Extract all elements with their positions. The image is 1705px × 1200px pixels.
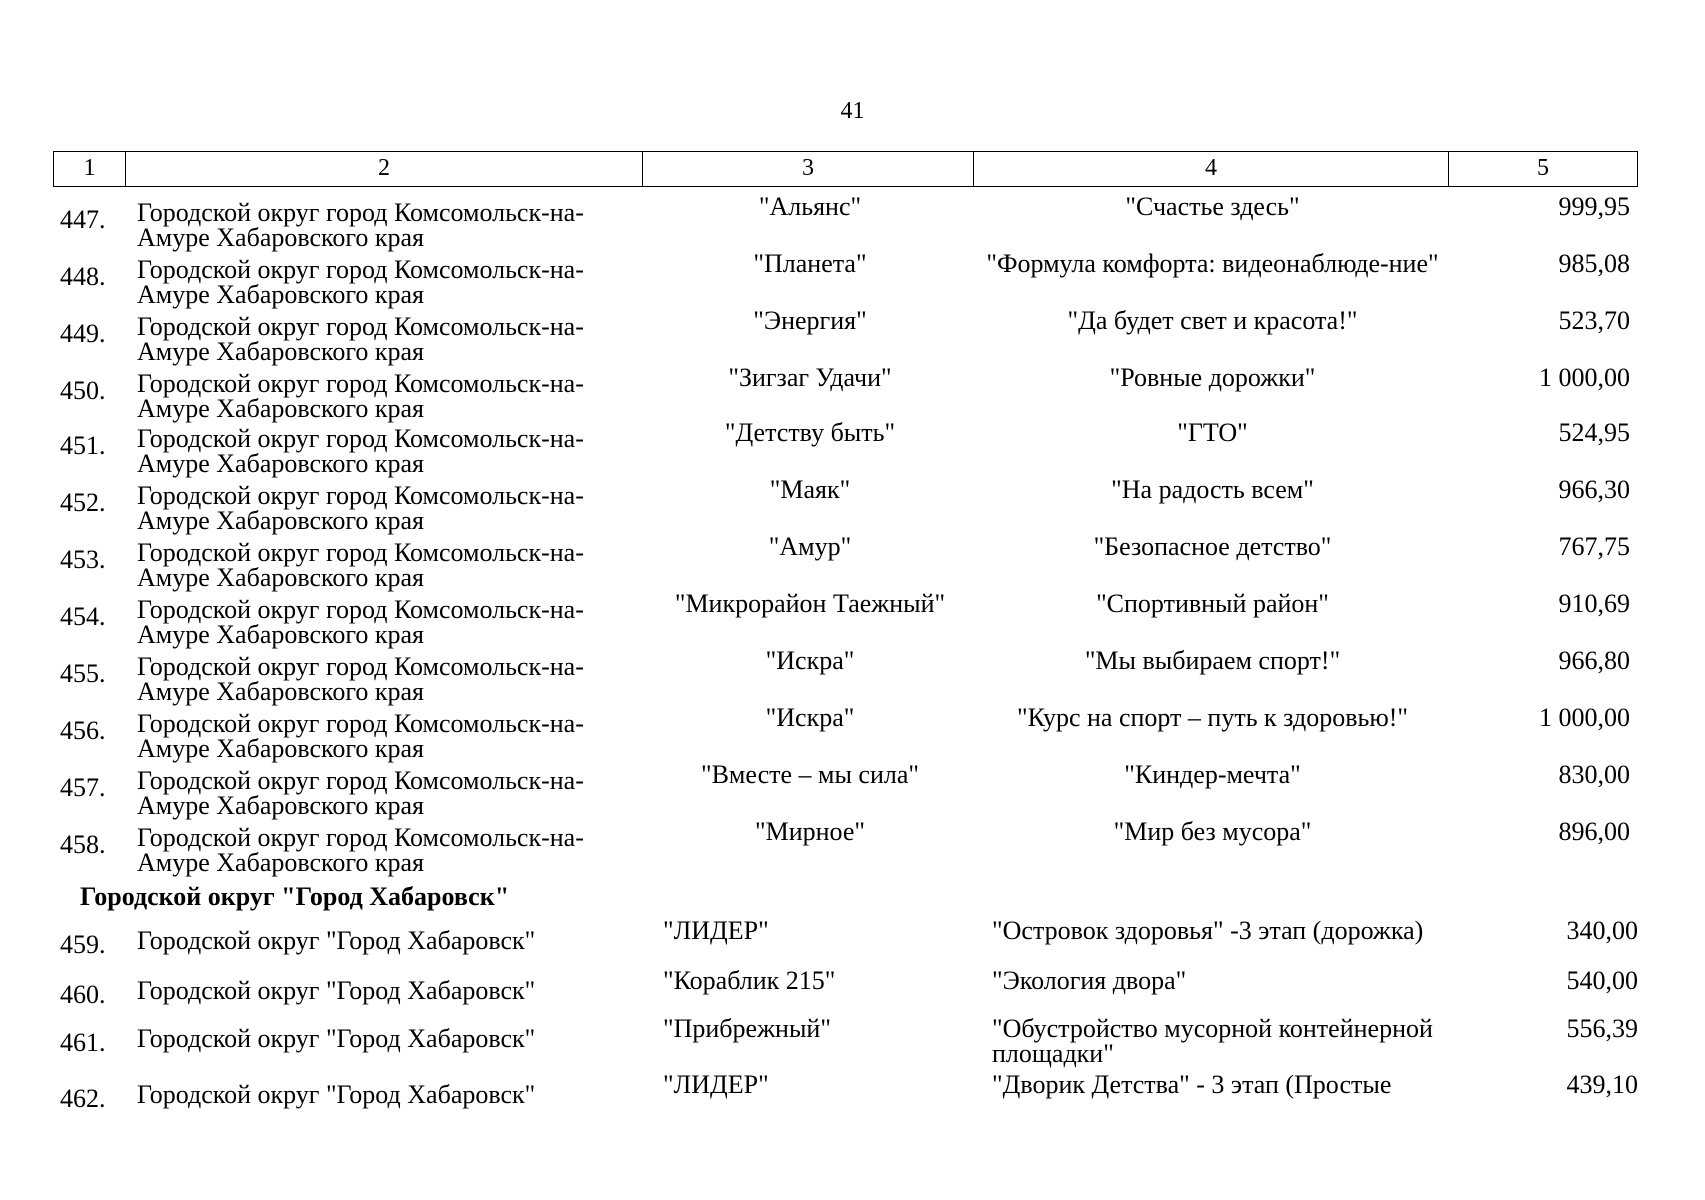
municipality-name: Городской округ город Комсомольск-на- Амуре Хабаровского края: [137, 255, 584, 309]
project-name: "ГТО": [1177, 418, 1248, 447]
tos-name: "Вместе – мы сила": [700, 760, 920, 789]
amount: 999,95: [1558, 192, 1630, 221]
row-number: 457.: [60, 773, 106, 802]
amount: 1 000,00: [1539, 703, 1630, 732]
tos-name: "Планета": [753, 249, 867, 278]
header-col-4: 4: [974, 152, 1449, 186]
municipality-name: Городской округ город Комсомольск-на- Амуре Хабаровского края: [137, 198, 584, 252]
project-name: "На радость всем": [1111, 475, 1314, 504]
tos-name: "ЛИДЕР": [663, 1070, 769, 1099]
municipality-name: Городской округ "Город Хабаровск": [137, 1080, 536, 1109]
row-number: 450.: [60, 376, 106, 405]
project-name: "Курс на спорт – путь к здоровью!": [1016, 703, 1409, 732]
tos-name: "Альянс": [758, 192, 862, 221]
project-name: "Ровные дорожки": [1109, 363, 1316, 392]
municipality-name: Городской округ город Комсомольск-на- Амуре Хабаровского края: [137, 823, 584, 877]
project-name: "Обустройство мусорной контейнерной площадки": [992, 1014, 1433, 1068]
tos-name: "Детству быть": [724, 418, 896, 447]
tos-name: "Искра": [765, 703, 855, 732]
row-number: 459.: [60, 930, 106, 959]
amount: 524,95: [1558, 418, 1630, 447]
amount: 896,00: [1558, 817, 1630, 846]
project-name: "Мир без мусора": [1113, 817, 1312, 846]
project-name: "Экология двора": [992, 966, 1187, 995]
header-col-5: 5: [1537, 155, 1549, 181]
project-name: "Безопасное детство": [1093, 532, 1332, 561]
tos-name: "Мирное": [754, 817, 866, 846]
row-number: 448.: [60, 262, 106, 291]
municipality-name: Городской округ город Комсомольск-на- Амуре Хабаровского края: [137, 766, 584, 820]
project-name: "Островок здоровья" -3 этап (дорожка): [992, 916, 1424, 945]
row-number: 456.: [60, 716, 106, 745]
header-col-3: 3: [643, 152, 974, 186]
tos-name: "Прибрежный": [663, 1014, 831, 1043]
amount: 540,00: [1566, 966, 1638, 995]
project-name: "Киндер-мечта": [1124, 760, 1301, 789]
amount: 340,00: [1566, 916, 1638, 945]
row-number: 461.: [60, 1028, 106, 1057]
amount: 523,70: [1558, 306, 1630, 335]
row-number: 449.: [60, 319, 106, 348]
tos-name: "Зигзаг Удачи": [728, 363, 892, 392]
municipality-name: Городской округ город Комсомольск-на- Амуре Хабаровского края: [137, 312, 584, 366]
tos-name: "Микрорайон Таежный": [674, 589, 946, 618]
amount: 830,00: [1558, 760, 1630, 789]
tos-name: "Амур": [768, 532, 852, 561]
project-name: "Формула комфорта: видеонаблюде-ние": [986, 249, 1439, 278]
row-number: 454.: [60, 602, 106, 631]
amount: 910,69: [1558, 589, 1630, 618]
municipality-name: Городской округ город Комсомольск-на- Амуре Хабаровского края: [137, 481, 584, 535]
amount: 439,10: [1566, 1070, 1638, 1099]
tos-name: "Энергия": [753, 306, 867, 335]
project-name: "Дворик Детства" - 3 этап (Простые: [992, 1070, 1392, 1099]
header-col-1: 1: [54, 152, 126, 186]
table-header: [53, 151, 1638, 187]
page-number: 41: [840, 98, 865, 124]
tos-name: "Маяк": [769, 475, 851, 504]
row-number: 452.: [60, 488, 106, 517]
project-name: "Спортивный район": [1096, 589, 1329, 618]
header-col-2: 2: [126, 152, 643, 186]
municipality-name: Городской округ город Комсомольск-на- Амуре Хабаровского края: [137, 709, 584, 763]
project-name: "Да будет свет и красота!": [1067, 306, 1358, 335]
municipality-name: Городской округ город Комсомольск-на- Амуре Хабаровского края: [137, 369, 584, 423]
section-title: Городской округ "Город Хабаровск": [80, 882, 510, 911]
row-number: 458.: [60, 830, 106, 859]
amount: 556,39: [1566, 1014, 1638, 1043]
municipality-name: Городской округ город Комсомольск-на- Амуре Хабаровского края: [137, 538, 584, 592]
municipality-name: Городской округ город Комсомольск-на- Амуре Хабаровского края: [137, 652, 584, 706]
tos-name: "ЛИДЕР": [663, 916, 769, 945]
municipality-name: Городской округ "Город Хабаровск": [137, 976, 536, 1005]
project-name: "Счастье здесь": [1125, 192, 1300, 221]
amount: 985,08: [1558, 249, 1630, 278]
row-number: 462.: [60, 1084, 106, 1113]
row-number: 460.: [60, 980, 106, 1009]
tos-name: "Кораблик 215": [663, 966, 836, 995]
row-number: 451.: [60, 431, 106, 460]
municipality-name: Городской округ "Город Хабаровск": [137, 926, 536, 955]
amount: 1 000,00: [1539, 363, 1630, 392]
row-number: 447.: [60, 205, 106, 234]
row-number: 453.: [60, 545, 106, 574]
amount: 966,30: [1558, 475, 1630, 504]
municipality-name: Городской округ город Комсомольск-на- Амуре Хабаровского края: [137, 595, 584, 649]
tos-name: "Искра": [765, 646, 855, 675]
project-name: "Мы выбираем спорт!": [1084, 646, 1341, 675]
amount: 767,75: [1558, 532, 1630, 561]
municipality-name: Городской округ город Комсомольск-на- Амуре Хабаровского края: [137, 424, 584, 478]
row-number: 455.: [60, 659, 106, 688]
municipality-name: Городской округ "Город Хабаровск": [137, 1024, 536, 1053]
amount: 966,80: [1558, 646, 1630, 675]
